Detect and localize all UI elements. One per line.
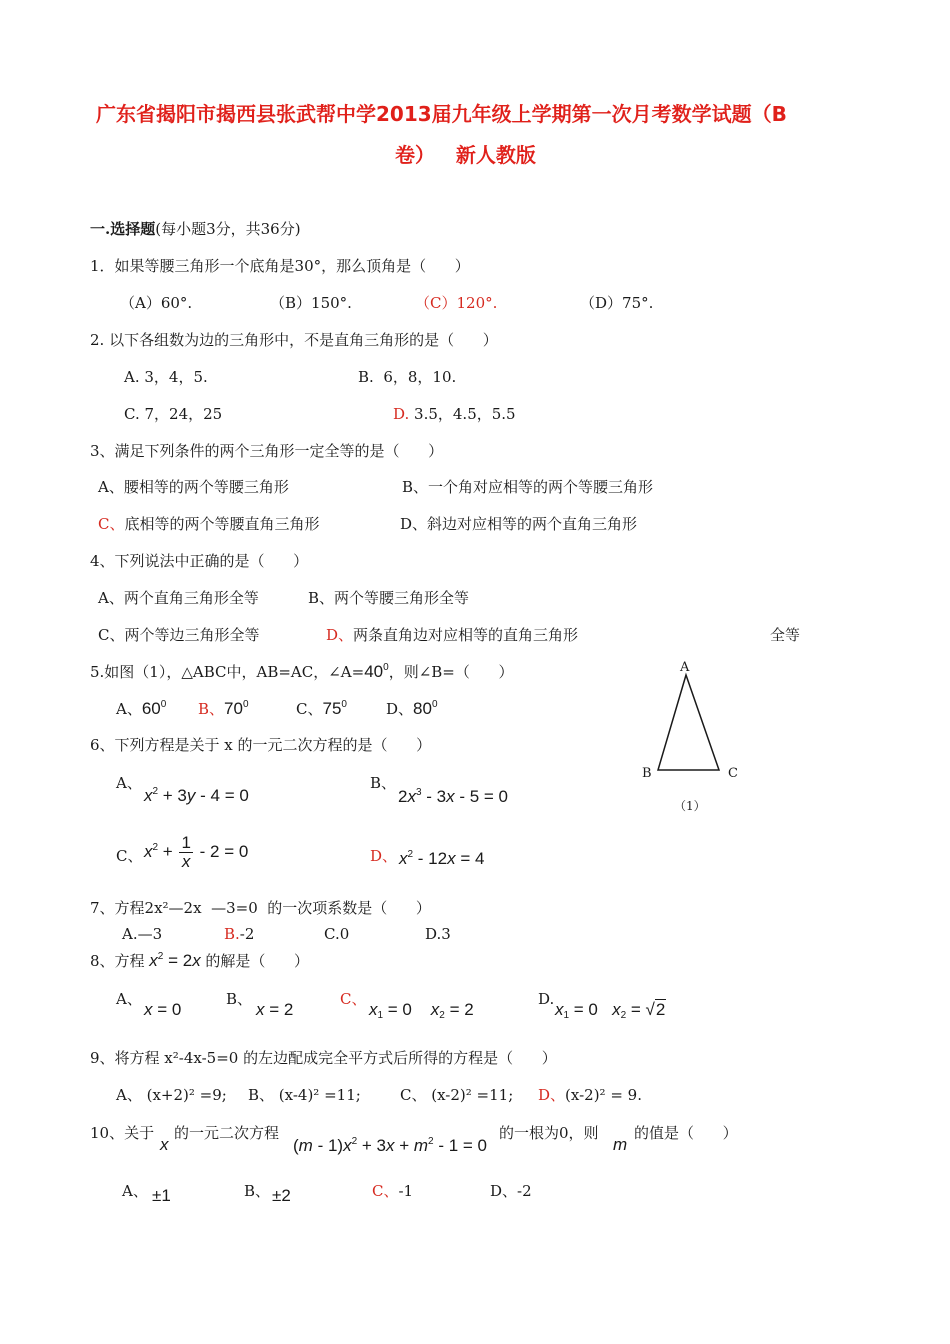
q5-option-c-value [322,699,346,718]
q5-angle [364,662,388,681]
q7-option-b-text: -2 [239,925,255,943]
q5-option-b-degree: 0 [242,699,249,710]
q8-stem-pre: 8、方程 [90,952,145,970]
section-heading [90,222,301,237]
q1-option-a: （A）60°. [120,294,193,312]
q8-option-d-label: D. [538,990,555,1008]
q7-option-c: C.0 [324,925,350,943]
q5-option-d-value [413,699,437,718]
q8-option-d-equation: $x_1 = 0$ $x_2 = √2$ [555,1000,666,1021]
q10-stem-post: 的一根为0，则 [499,1124,599,1142]
q4-option-c: C、两个等边三角形全等 [98,626,260,644]
q10-option-d: D、-2 [490,1182,532,1200]
q5-option-a-label: A、 [116,700,142,718]
q10-stem-mid: 的一元二次方程 [174,1124,280,1142]
q10-equation: $(m - 1)x^2 + 3x + m^2 - 1 = 0$ [293,1136,487,1155]
q6-option-a-equation: $x^2 + 3y - 4 = 0$ [144,786,249,805]
q10-option-c [372,1184,413,1199]
q5-option-a-value [142,699,166,718]
q10-stem-pre: 10、关于 [90,1124,155,1142]
q8-stem [90,952,309,969]
q6-option-b-equation: $2x^3 - 3x - 5 = 0$ [398,787,508,806]
q6-option-a-label: A、 [116,774,142,792]
q10-option-a-label: A、 [122,1182,148,1200]
q5-option-b-number: 70 [224,699,243,718]
q2-option-d-text: 3.5，4.5，5.5 [409,405,516,423]
q9-option-b: B、 (x-4)² =11; [248,1086,361,1104]
q9-option-d-text: (x-2)² = 9. [565,1086,642,1104]
q6-option-d [370,849,397,864]
q8-option-c-equation: $x_1 = 0$ $x_2 = 2$ [369,1000,474,1021]
q10-option-a-value: ±1 [152,1186,171,1205]
q2-stem: 2. 以下各组数为边的三角形中，不是直角三角形的是（ ） [90,331,498,349]
q5-option-a-number: 60 [141,699,161,718]
title-line-1: 广东省揭阳市揭西县张武帮中学2013届九年级上学期第一次月考数学试题（B [96,102,787,126]
q7-option-b-label: B. [224,925,240,943]
q3-stem: 3、满足下列条件的两个三角形一定全等的是（ ） [90,442,444,460]
q8-option-b-equation: x = 2 [256,1000,294,1019]
section-heading-note: (每小题3分，共36分) [155,220,301,238]
q9-option-a: A、 (x+2)² =9; [116,1086,227,1104]
q4-option-b: B、两个等腰三角形全等 [308,589,470,607]
q10-variable-x: x [160,1135,169,1154]
vertex-a-label: A [680,660,690,675]
q8-option-a-label: A、 [116,990,142,1008]
q5-option-c-label: C、 [296,700,323,718]
q2-option-a: A. 3，4，5. [124,368,208,386]
q6-option-c-equation: $x^2$ + $\frac{1}{x}$ - 2 = 0 [144,833,249,871]
q1-option-b: （B）150°. [270,294,352,312]
q5-option-b-value [224,699,248,718]
q4-option-d-label: D、 [326,626,354,644]
vertex-c-label: C [728,766,738,781]
q3-option-b: B、一个角对应相等的两个等腰三角形 [402,478,654,496]
triangle-abc [658,675,719,770]
q10-stem-end: 的值是（ ） [634,1124,738,1142]
q1-option-c [415,296,497,311]
figure-caption: （1） [674,799,706,813]
section-heading-label: 一.选择题 [90,220,156,238]
q5-stem-post: ，则∠B=（ ） [388,663,514,681]
q9-stem: 9、将方程 x²-4x-5=0 的左边配成完全平方式后所得的方程是（ ） [90,1049,557,1067]
q7-option-b [224,927,254,942]
q4-stem: 4、下列说法中正确的是（ ） [90,552,309,570]
q7-option-a: A.—3 [122,925,163,943]
q5-option-a-degree: 0 [160,699,167,710]
q5-angle-degree: 0 [383,662,389,673]
q1-stem: 1．如果等腰三角形一个底角是30°，那么顶角是（ ） [90,257,470,275]
q6-option-d-equation: $x^2 - 12x = 4$ [399,849,485,868]
q5-option-d [386,700,438,717]
q6-option-c-label: C、 [116,847,143,865]
q5-option-c-number: 75 [322,699,342,718]
q5-option-d-degree: 0 [431,699,438,710]
q1-option-d: （D）75°. [580,294,654,312]
q5-option-d-number: 80 [413,699,432,718]
q1-option-c-label: （C）120°. [415,294,498,312]
q5-option-d-label: D、 [386,700,414,718]
q2-option-d [393,407,516,422]
q2-option-c: C. 7，24，25 [124,405,223,423]
q10-option-c-label: C、 [372,1182,399,1200]
title-line-2: 卷） 新人教版 [395,143,536,167]
q10-variable-m: m [613,1135,628,1154]
q4-option-a: A、两个直角三角形全等 [98,589,259,607]
q4-option-d-text: 两条直角边对应相等的直角三角形 [353,626,579,644]
q8-option-c [340,992,366,1007]
q3-option-c [98,517,320,532]
q6-stem: 6、下列方程是关于 x 的一元二次方程的是（ ） [90,736,432,754]
q5-option-b [198,700,249,717]
q8-equation: $x^2 = 2x$ [149,951,201,970]
q5-option-b-label: B、 [198,700,225,718]
q10-option-c-text: -1 [398,1182,414,1200]
q9-option-d-label: D、 [538,1086,566,1104]
q8-stem-post: 的解是（ ） [205,952,310,970]
q7-stem: 7、方程2x²—2x —3=0 的一次项系数是（ ） [90,899,431,917]
q10-option-b-value: ±2 [272,1186,291,1205]
q6-option-b-label: B、 [370,774,397,792]
q6-option-d-label: D、 [370,847,398,865]
q5-stem [90,663,513,680]
vertex-b-label: B [642,766,652,781]
q9-option-d [538,1088,642,1103]
q8-option-b-label: B、 [226,990,253,1008]
q3-option-c-text: 底相等的两个等腰直角三角形 [124,515,320,533]
q2-option-b: B. 6，8，10. [358,368,457,386]
q2-option-d-label: D. [393,405,410,423]
q9-option-c: C、 (x-2)² =11; [400,1086,514,1104]
q8-option-a-equation: x = 0 [144,1000,182,1019]
q3-option-c-label: C、 [98,515,125,533]
q5-option-c [296,700,347,717]
q4-option-d-tail: 全等 [770,626,801,644]
q5-angle-value: 40 [364,662,384,681]
q3-option-a: A、腰相等的两个等腰三角形 [98,478,289,496]
q5-option-a [116,700,166,717]
q4-option-d [326,628,578,643]
q8-option-c-label: C、 [340,990,367,1008]
q6-fraction: $\frac{1}{x}$ [181,833,191,871]
q7-option-d: D.3 [425,925,451,943]
q5-option-c-degree: 0 [341,699,347,710]
q5-stem-pre: 5.如图（1），△ABC中，AB=AC，∠A= [90,663,365,681]
q3-option-d: D、斜边对应相等的两个直角三角形 [400,515,638,533]
q10-option-b-label: B、 [244,1182,271,1200]
triangle-figure [630,655,760,820]
